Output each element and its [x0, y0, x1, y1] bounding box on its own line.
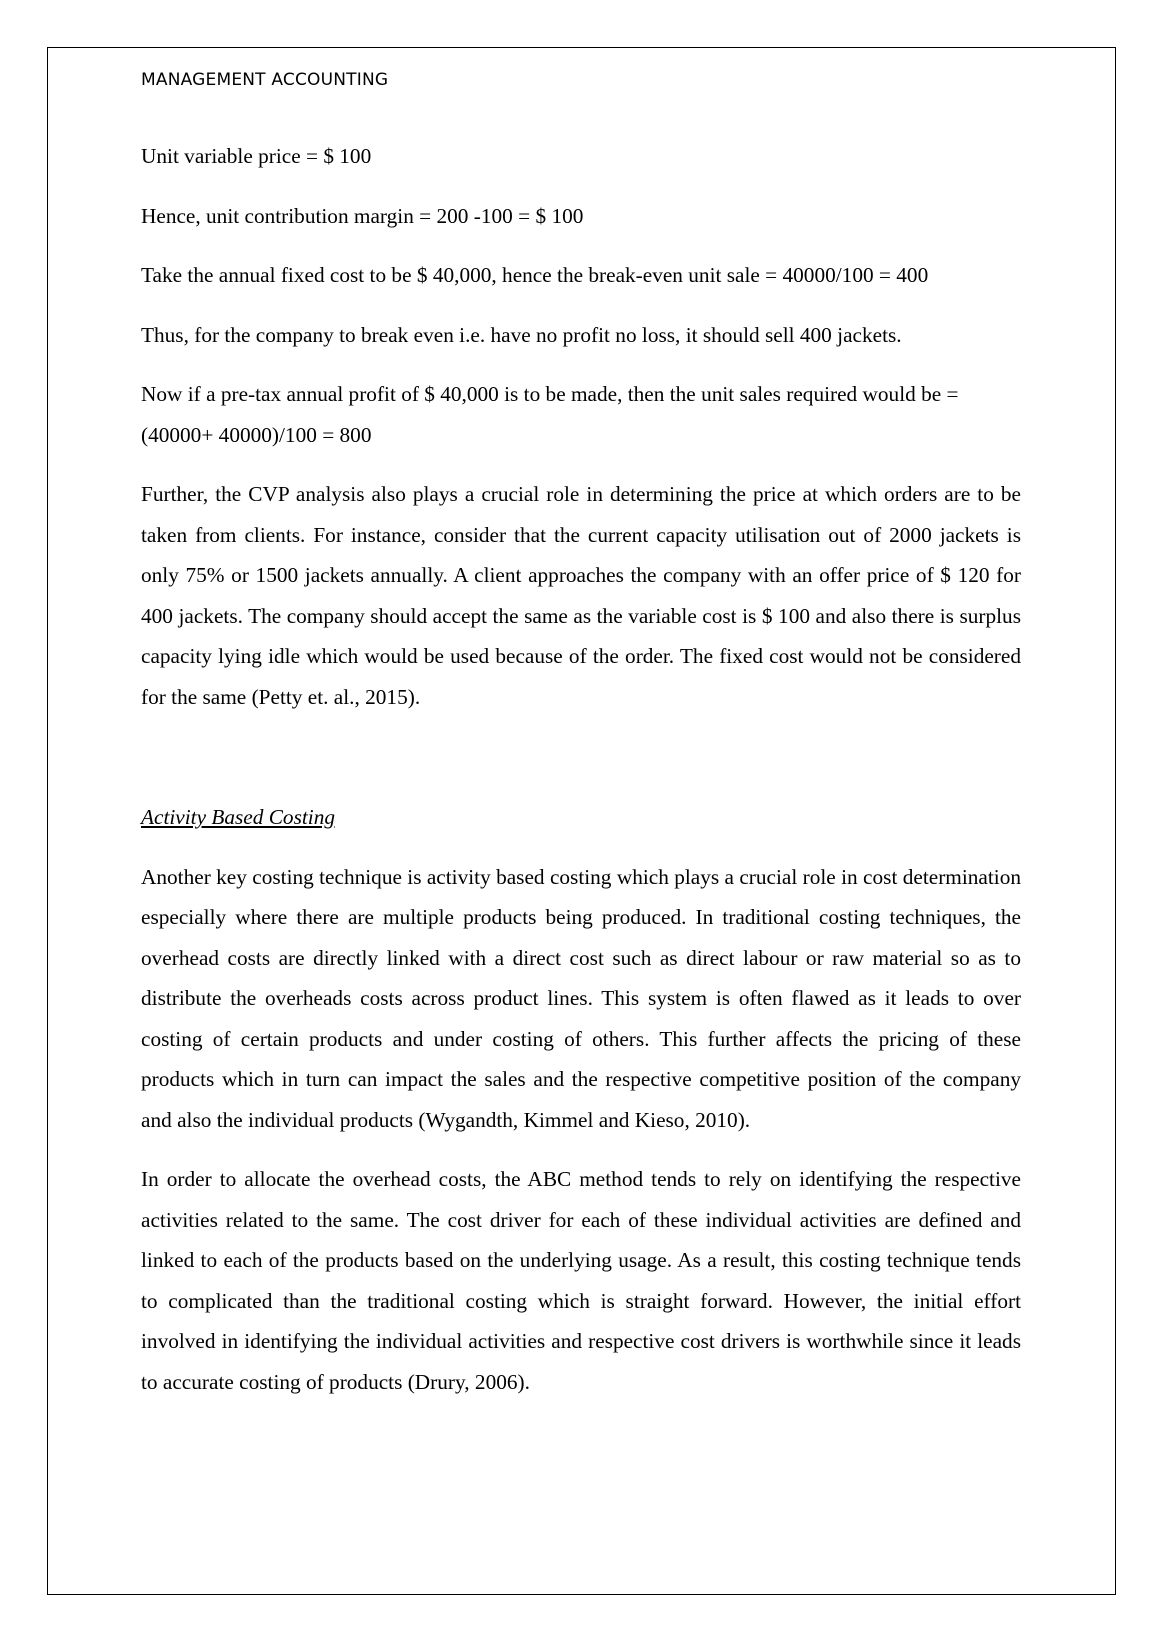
abc-paragraph-1: Another key costing technique is activity based costing which plays a crucial role in cost determination especially where there are multiple products being produced. In traditional costing techniques, the overhead costs are directly linked with a direct cost such as direct labour or raw material so as to distribute the overheads costs across product lines. This system is often flawed as it leads to over costing of certain products and under costing of others. This further affects the pricing of these products which in turn can impact the sales and the respective competitive position of the company and also the individual products (Wygandth, Kimmel and Kieso, 2010). [141, 864, 1021, 1132]
section-heading-activity-based-costing: Activity Based Costing [141, 805, 336, 829]
break-even-line: Take the annual fixed cost to be $ 40,000, hence the break-even unit sale = 40000/100 = 400 [141, 263, 929, 287]
contribution-margin-line: Hence, unit contribution margin = 200 -100 = $ 100 [141, 203, 584, 228]
abc-paragraph-2: In order to allocate the overhead costs, the ABC method tends to rely on identifying the respective activities related to the same. The cost driver for each of these individual activities are defined and linked to each of the products based on the underlying usage. As a result, this costing technique tends to complicated than the traditional costing which is straight forward. However, the initial effort involved in identifying the individual activities and respective cost drivers is worthwhile since it leads to accurate costing of products (Drury, 2006). [141, 1167, 1021, 1394]
page-header: MANAGEMENT ACCOUNTING [141, 70, 389, 90]
cvp-pricing-paragraph: Further, the CVP analysis also plays a crucial role in determining the price at which orders are to be taken from clients. For instance, consider that the current capacity utilisation out of 2000 jackets is only 75% or 1500 jackets annually. A client approaches the company with an offer price of $ 120 for 400 jackets. The company should accept the same as the variable cost is $ 100 and also there is surplus capacity lying idle which would be used because of the order. The fixed cost would not be considered for the same (Petty et. al., 2015). [141, 482, 1021, 709]
break-even-conclusion-line: Thus, for the company to break even i.e. have no profit no loss, it should sell 400 jackets. [141, 322, 902, 347]
target-profit-paragraph: Now if a pre-tax annual profit of $ 40,000 is to be made, then the unit sales required would be = (40000+ 40000)/100 = 800 [141, 382, 959, 447]
unit-variable-price-line: Unit variable price = $ 100 [141, 144, 372, 168]
document-body [141, 136, 1021, 1421]
